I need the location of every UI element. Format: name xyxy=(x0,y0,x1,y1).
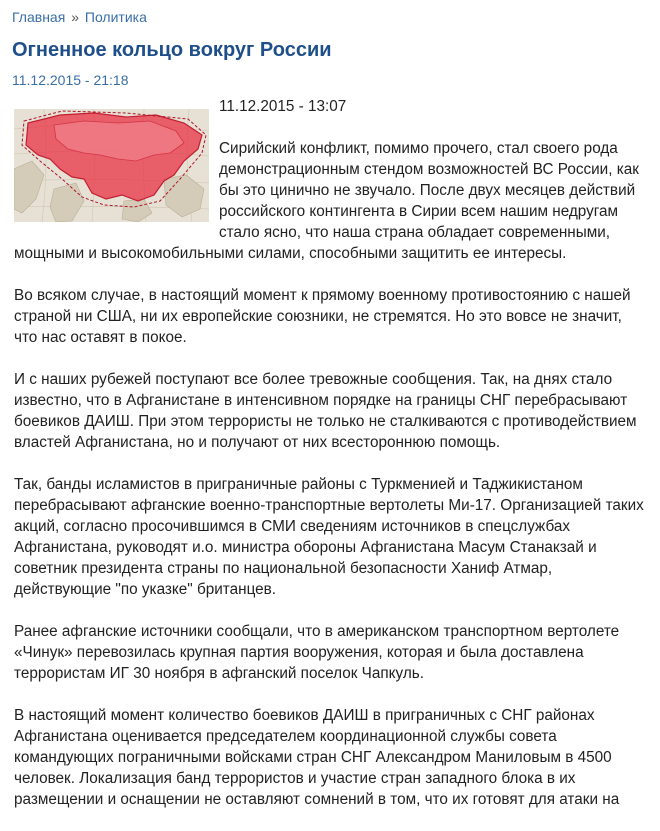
article-paragraph: В настоящий момент количество боевиков ДАИШ в приграничных с СНГ районах Афганистана оценивается председателем координационной службы совета командующих пограничными войсками стран СНГ Александром Маниловым в 4500 человек. Локализация банд террористов и участие стран западного блока в их размещении и оснащении не оставляют сомнений в том, что их готовят для атаки на xyxy=(14,707,620,808)
article-paragraph: Ранее афганские источники сообщали, что в американском транспортном вертолете «Чинук» перевозилась крупная партия вооружения, которая и была доставлена террористам ИГ 30 ноября в афганский поселок Чапкуль. xyxy=(14,623,620,682)
breadcrumb-separator: » xyxy=(71,9,79,25)
article-paragraph: И с наших рубежей поступают все более тревожные сообщения. Так, на днях стало известно, что в Афганистане в интенсивном порядке на границы СНГ перебрасывают боевиков ДАИШ. При этом террористы не только не сталкиваются с противодействием властей Афганистана, но и получают от них всестороннюю помощь. xyxy=(14,371,637,451)
page-title: Огненное кольцо вокруг России xyxy=(12,39,332,61)
article-paragraph: Сирийский конфликт, помимо прочего, стал своего рода демонстрационным стендом возможностей ВС России, как бы это цинично не звучало. После двух месяцев действий российского контингента в Сирии всем нашим недругам стало ясно, что наша страна обладает современными, мощными и высокомобильными силами, способными защитить ее интересы. xyxy=(14,140,639,262)
breadcrumb-section-link[interactable]: Политика xyxy=(84,9,147,25)
article-paragraph: Так, банды исламистов в приграничные районы с Туркменией и Таджикистаном перебрасывают афганские военно-транспортные вертолеты Ми-17. Организацией таких акций, согласно просочившимся в СМИ сведениям источников в спецслужбах Афганистана, руководят и.о. министра обороны Афганистана Масум Станакзай и советник президента страны по национальной безопасности Ханиф Атмар, действующие "по указке" британцев. xyxy=(14,476,644,598)
article-paragraph: Во всяком случае, в настоящий момент к прямому военному противостоянию с нашей страной ни США, ни их европейские союзники, не стремятся. Но это вовсе не значит, что нас оставят в покое. xyxy=(14,287,631,346)
publish-date: 11.12.2015 - 21:18 xyxy=(12,72,129,88)
breadcrumb-home-link[interactable]: Главная xyxy=(12,9,66,25)
article-map-image xyxy=(14,109,209,222)
map-illustration xyxy=(14,109,209,222)
article-inner-date: 11.12.2015 - 13:07 xyxy=(219,98,347,115)
breadcrumb xyxy=(12,9,147,25)
article-body xyxy=(14,96,646,831)
